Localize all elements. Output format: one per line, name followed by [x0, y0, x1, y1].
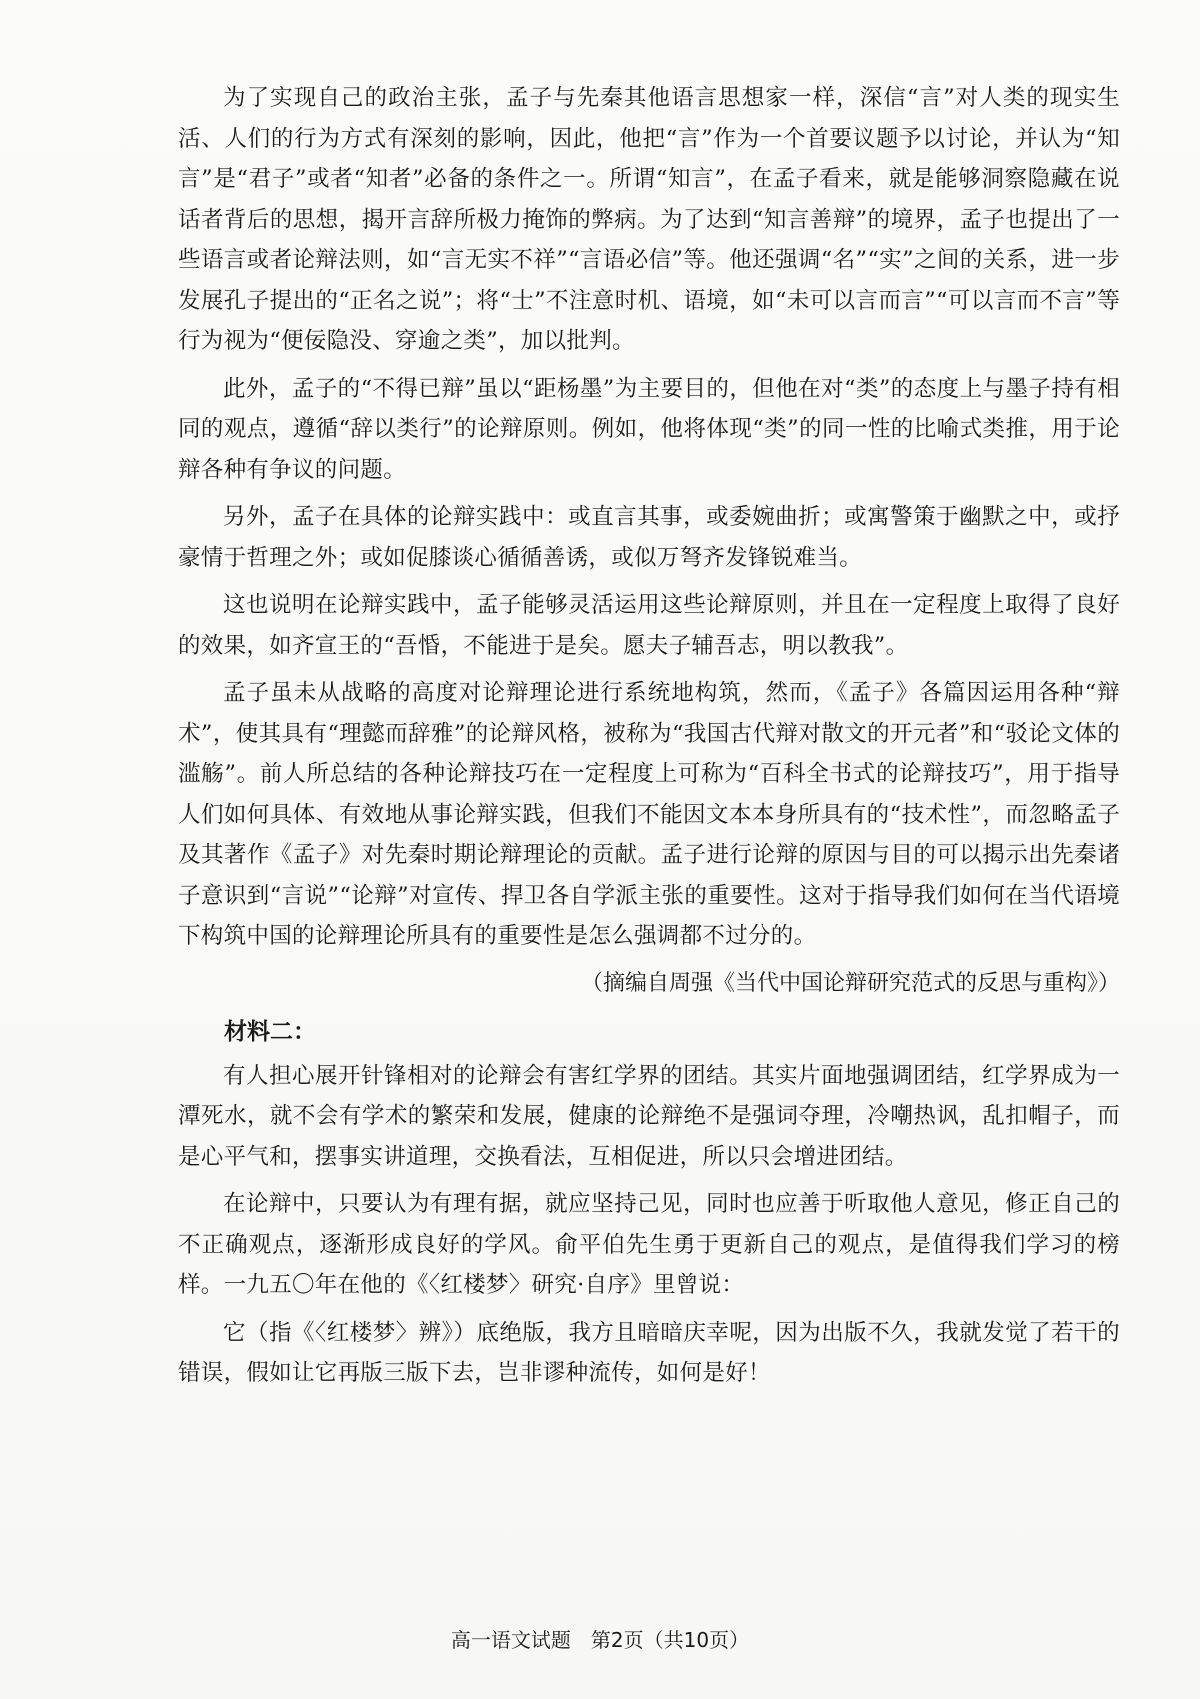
material-two-heading: 材料二：: [224, 1018, 316, 1045]
paragraph: 在论辩中，只要认为有理有据，就应坚持己见，同时也应善于听取他人意见，修正自己的不正确观点，逐渐形成良好的学风。俞平伯先生勇于更新自己的观点，是值得我们学习的榜样。一九五〇年在他的《〈红楼梦〉研究·自序》里曾说：: [178, 1191, 1120, 1298]
paragraph: 另外，孟子在具体的论辩实践中：或直言其事，或委婉曲折；或寓警策于幽默之中，或抒豪情于哲理之外；或如促膝谈心循循善诱，或似万弩齐发锋锐难当。: [178, 504, 1120, 571]
paragraph: 此外，孟子的“不得已辩”虽以“距杨墨”为主要目的，但他在对“类”的态度上与墨子持有相同的观点，遵循“辞以类行”的论辩原则。例如，他将体现“类”的同一性的比喻式类推，用于论辩各种有争议的问题。: [178, 375, 1120, 483]
paragraph: 有人担心展开针锋相对的论辩会有害红学界的团结。其实片面地强调团结，红学界成为一潭死水，就不会有学术的繁荣和发展，健康的论辩绝不是强词夺理，冷嘲热讽，乱扣帽子，而是心平气和，摆事实讲道理，交换看法，互相促进，所以只会增进团结。: [178, 1062, 1120, 1170]
paragraph: 这也说明在论辩实践中，孟子能够灵活运用这些论辩原则，并且在一定程度上取得了良好的效果，如齐宣王的“吾惛，不能进于是矣。愿夫子辅吾志，明以教我”。: [178, 592, 1120, 659]
source-citation: （摘编自周强《当代中国论辩研究范式的反思与重构》）: [580, 970, 1120, 996]
quoted-paragraph: 它（指《〈红楼梦〉辨》）底绝版，我方且暗暗庆幸呢，因为出版不久，我就发觉了若干的错误，假如让它再版三版下去，岂非谬种流传，如何是好！: [178, 1319, 1120, 1386]
paragraph: 孟子虽未从战略的高度对论辩理论进行系统地构筑，然而，《孟子》各篇因运用各种“辩术”，使其具有“理懿而辞雅”的论辩风格，被称为“我国古代辩对散文的开元者”和“驳论文体的滥觞”。前人所总结的各种论辩技巧在一定程度上可称为“百科全书式的论辩技巧”，用于指导人们如何具体、有效地从事论辩实践，但我们不能因文本本身所具有的“技术性”，而忽略孟子及其著作《孟子》对先秦时期论辩理论的贡献。孟子进行论辩的原因与目的可以揭示出先秦诸子意识到“言说”“论辩”对宣传、捍卫各自学派主张的重要性。这对于指导我们如何在当代语境下构筑中国的论辩理论所具有的重要性是怎么强调都不过分的。: [178, 680, 1120, 949]
paragraph: 为了实现自己的政治主张，孟子与先秦其他语言思想家一样，深信“言”对人类的现实生活、人们的行为方式有深刻的影响，因此，他把“言”作为一个首要议题予以讨论，并认为“知言”是“君子”或者“知者”必备的条件之一。所谓“知言”，在孟子看来，就是能够洞察隐藏在说话者背后的思想，揭开言辞所极力掩饰的弊病。为了达到“知言善辩”的境界，孟子也提出了一些语言或者论辩法则，如“言无实不祥”“言语必信”等。他还强调“名”“实”之间的关系，进一步发展孔子提出的“正名之说”；将“士”不注意时机、语境，如“未可以言而言”“可以言而不言”等行为视为“便佞隐没、穿逾之类”，加以批判。: [178, 85, 1120, 354]
page-content: [178, 78, 1120, 1401]
page-footer: 高一语文试题 第2页（共10页）: [450, 1628, 750, 1652]
